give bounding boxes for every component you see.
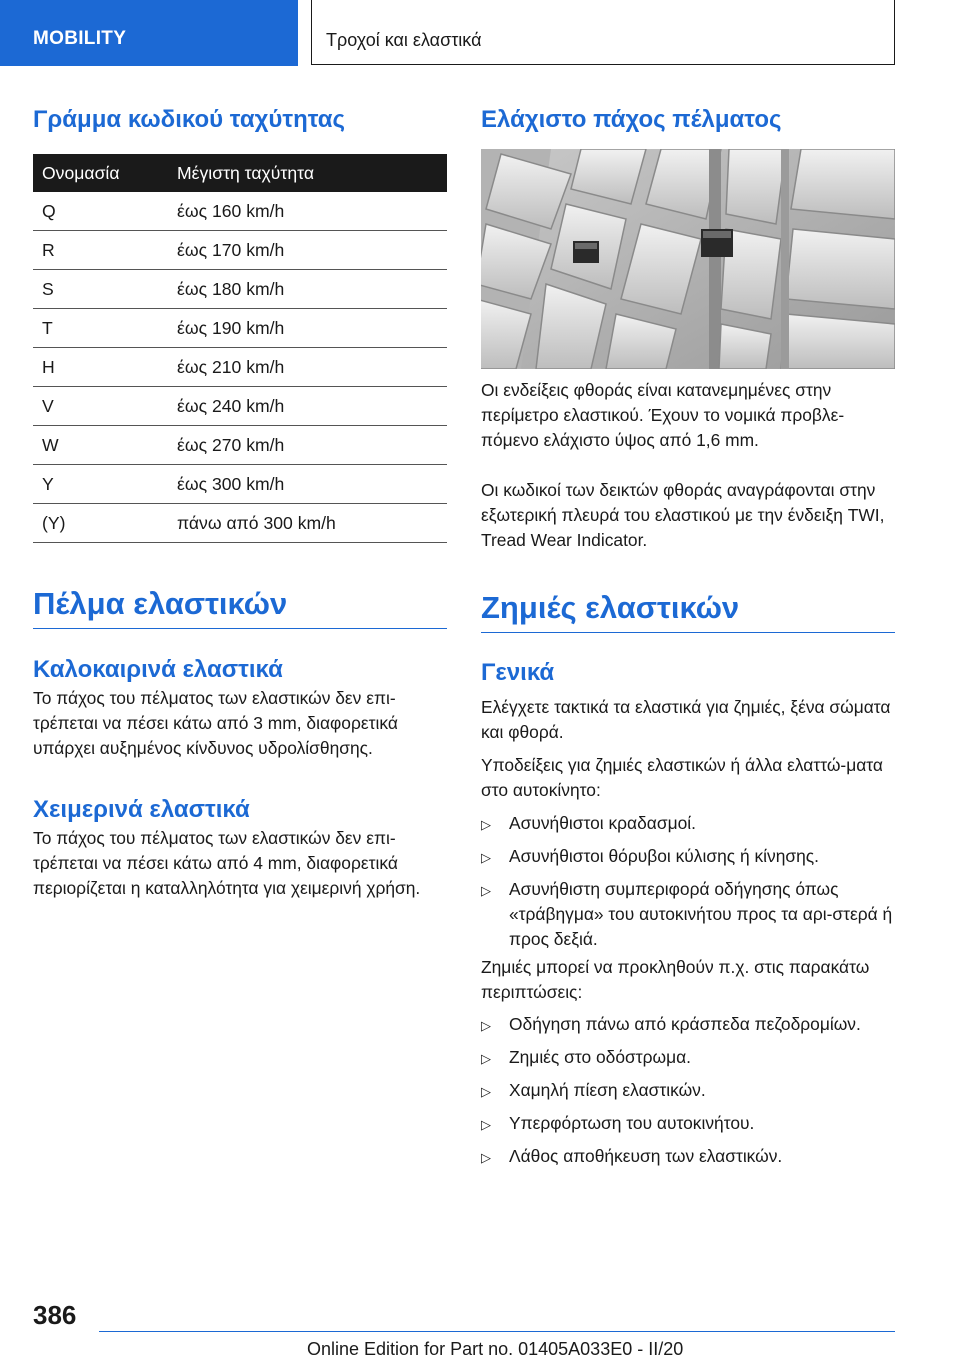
damage-signs-list [481, 811, 895, 960]
triangle-right-icon: ▷ [481, 1084, 491, 1099]
list-item [481, 1045, 895, 1070]
table-cell: έως 240 km/h [177, 387, 447, 426]
heading-rule [33, 628, 447, 629]
table-cell: έως 180 km/h [177, 270, 447, 309]
list-item-text: Υπερφόρτωση του αυτοκινήτου. [509, 1113, 755, 1133]
triangle-right-icon: ▷ [481, 1051, 491, 1066]
table-header-row [33, 154, 447, 192]
wear-indicator-mark [573, 241, 599, 263]
table-cell: (Y) [33, 504, 177, 543]
table-cell: S [33, 270, 177, 309]
winter-tires-text: Το πάχος του πέλματος των ελαστικών δεν επι-τρέπεται να πέσει κάτω από 4 mm, διαφορετικά περιορίζεται η καταλληλότητα για χειμερινή χρήση. [33, 828, 421, 898]
list-item [481, 811, 895, 836]
tread-heading: Πέλμα ελαστικών [33, 586, 288, 621]
list-item-text: Ασυνήθιστοι θόρυβοι κύλισης ή κίνησης. [509, 846, 820, 866]
list-item [481, 844, 895, 869]
section-title: MOBILITY [33, 28, 127, 49]
table-cell: έως 160 km/h [177, 192, 447, 231]
tread-wear-indicator-image [481, 149, 895, 369]
table-cell: V [33, 387, 177, 426]
list-item-text: Ασυνήθιστοι κραδασμοί. [509, 813, 696, 833]
page-header [0, 0, 960, 66]
general-text: Ελέγχετε τακτικά τα ελαστικά για ζημιές, ξένα σώματα και φθορά. [481, 697, 891, 742]
edition-footer: Online Edition for Part no. 01405A033E0 - II/20 [307, 1339, 684, 1359]
list-item-text: Οδήγηση πάνω από κράσπεδα πεζοδρομίων. [509, 1014, 861, 1034]
damage-causes-list [481, 1012, 895, 1177]
table-cell: W [33, 426, 177, 465]
footer-rule [99, 1331, 895, 1332]
speed-code-table [33, 154, 447, 543]
table-row [33, 348, 447, 387]
table-row [33, 387, 447, 426]
triangle-right-icon: ▷ [481, 1117, 491, 1132]
general-heading: Γενικά [481, 659, 555, 686]
table-cell: έως 190 km/h [177, 309, 447, 348]
summer-tires-heading: Καλοκαιρινά ελαστικά [33, 656, 283, 683]
list-item [481, 1078, 895, 1103]
table-cell: έως 170 km/h [177, 231, 447, 270]
table-cell: Q [33, 192, 177, 231]
table-header-cell: Ονομασία [33, 154, 177, 192]
wear-indicators-text: Οι ενδείξεις φθοράς είναι κατανεμημένες στην περίμετρο ελαστικού. Έχουν το νομικά προβλε-πόμενο ελάχιστο ύψος από 1,6 mm. [481, 380, 845, 450]
page-number: 386 [33, 1300, 77, 1330]
table-header-cell: Μέγιστη ταχύτητα [177, 154, 447, 192]
list-item [481, 877, 895, 952]
summer-tires-text: Το πάχος του πέλματος των ελαστικών δεν επι-τρέπεται να πέσει κάτω από 3 mm, διαφορετικά υπάρχει αυξημένος κίνδυνος υδρολίσθησης. [33, 688, 398, 758]
twi-text: Οι κωδικοί των δεικτών φθοράς αναγράφονται στην εξωτερική πλευρά του ελαστικού με την ένδειξη TWI, Tread Wear Indicator. [481, 480, 885, 550]
section-tab [0, 0, 298, 66]
table-row [33, 309, 447, 348]
table-row [33, 426, 447, 465]
table-row [33, 504, 447, 543]
list-item [481, 1012, 895, 1037]
list-item-text: Ασυνήθιστη συμπεριφορά οδήγησης όπως «τράβηγμα» του αυτοκινήτου προς τα αρι-στερά ή προς δεξιά. [509, 879, 893, 949]
table-row [33, 465, 447, 504]
table-cell: R [33, 231, 177, 270]
tire-damage-heading: Ζημιές ελαστικών [481, 590, 740, 625]
table-cell: έως 270 km/h [177, 426, 447, 465]
triangle-right-icon: ▷ [481, 1018, 491, 1033]
triangle-right-icon: ▷ [481, 850, 491, 865]
speed-code-heading: Γράμμα κωδικού ταχύτητας [33, 106, 346, 133]
triangle-right-icon: ▷ [481, 883, 491, 898]
table-cell: T [33, 309, 177, 348]
table-row [33, 192, 447, 231]
damage-causes-text: Ζημιές μπορεί να προκληθούν π.χ. στις παρακάτω περιπτώσεις: [481, 957, 870, 1002]
list-item [481, 1144, 895, 1169]
list-item [481, 1111, 895, 1136]
chapter-title: Τροχοί και ελαστικά [326, 30, 482, 50]
tire-tread-photo [481, 149, 895, 369]
min-tread-heading: Ελάχιστο πάχος πέλματος [481, 106, 782, 133]
table-cell: έως 300 km/h [177, 465, 447, 504]
triangle-right-icon: ▷ [481, 817, 491, 832]
table-cell: Y [33, 465, 177, 504]
table-cell: H [33, 348, 177, 387]
wear-indicator-mark [701, 229, 733, 257]
list-item-text: Χαμηλή πίεση ελαστικών. [509, 1080, 706, 1100]
table-row [33, 231, 447, 270]
table-cell: πάνω από 300 km/h [177, 504, 447, 543]
list-item-text: Λάθος αποθήκευση των ελαστικών. [509, 1146, 783, 1166]
heading-rule [481, 632, 895, 633]
triangle-right-icon: ▷ [481, 1150, 491, 1165]
damage-signs-text: Υποδείξεις για ζημιές ελαστικών ή άλλα ελαττώ-ματα στο αυτοκίνητο: [481, 755, 883, 800]
table-row [33, 270, 447, 309]
table-cell: έως 210 km/h [177, 348, 447, 387]
winter-tires-heading: Χειμερινά ελαστικά [33, 796, 250, 823]
list-item-text: Ζημιές στο οδόστρωμα. [509, 1047, 692, 1067]
chapter-box [311, 0, 895, 65]
